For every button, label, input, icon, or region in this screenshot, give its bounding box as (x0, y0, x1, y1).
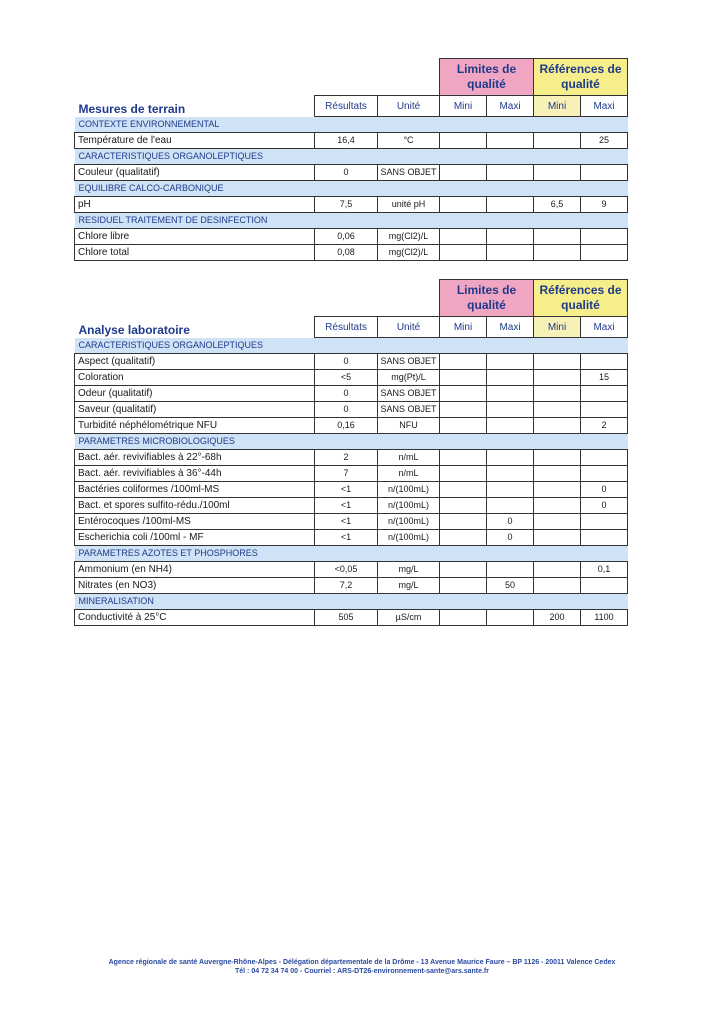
result-value: 0 (315, 386, 378, 402)
limit-max-header: Maxi (487, 96, 534, 117)
limit-max-value (487, 498, 534, 514)
table-row (75, 133, 628, 149)
limits-of-quality-header: Limites de qualité (440, 59, 534, 96)
reference-max-value (581, 165, 628, 181)
result-value: 0 (315, 354, 378, 370)
reference-min-value (534, 482, 581, 498)
limit-max-value (487, 370, 534, 386)
parameter-label: Bactéries coliformes /100ml-MS (75, 482, 315, 498)
unit-value: n/(100mL) (378, 530, 440, 546)
reference-min-value (534, 514, 581, 530)
parameter-label: Couleur (qualitatif) (75, 165, 315, 181)
reference-max-value: 9 (581, 197, 628, 213)
result-value: <1 (315, 514, 378, 530)
parameter-label: Chlore libre (75, 229, 315, 245)
limit-min-value (440, 466, 487, 482)
header-spacer (378, 280, 440, 317)
parameter-label: Odeur (qualitatif) (75, 386, 315, 402)
parameter-label: Température de l'eau (75, 133, 315, 149)
reference-min-value (534, 165, 581, 181)
table-row (75, 370, 628, 386)
limit-max-value: 0 (487, 530, 534, 546)
table-row (75, 498, 628, 514)
parameter-label: Escherichia coli /100ml - MF (75, 530, 315, 546)
reference-min-value (534, 450, 581, 466)
limit-max-value (487, 245, 534, 261)
limit-max-value (487, 354, 534, 370)
table-row (75, 354, 628, 370)
header-spacer (75, 59, 315, 96)
reference-max-value: 1100 (581, 610, 628, 626)
references-of-quality-header: Références de qualité (534, 280, 628, 317)
limit-max-value (487, 386, 534, 402)
category-header: PARAMETRES MICROBIOLOGIQUES (75, 434, 628, 450)
limit-max-value (487, 197, 534, 213)
header-spacer (315, 280, 378, 317)
reference-max-value (581, 578, 628, 594)
limits-of-quality-header: Limites de qualité (440, 280, 534, 317)
footer-line-2: Tél : 04 72 34 74 00 - Courriel : ARS-DT26-environnement-sante@ars.sante.fr (235, 968, 489, 975)
parameter-label: Nitrates (en NO3) (75, 578, 315, 594)
reference-min-value (534, 418, 581, 434)
unit-value: µS/cm (378, 610, 440, 626)
limit-min-value (440, 402, 487, 418)
category-header: EQUILIBRE CALCO-CARBONIQUE (75, 181, 628, 197)
limit-min-value (440, 165, 487, 181)
unit-value: mg(Cl2)/L (378, 229, 440, 245)
reference-min-value (534, 354, 581, 370)
limit-min-value (440, 229, 487, 245)
unit-value: SANS OBJET (378, 402, 440, 418)
table-row (75, 466, 628, 482)
unit-value: SANS OBJET (378, 165, 440, 181)
category-header: MINERALISATION (75, 594, 628, 610)
result-value: 0,08 (315, 245, 378, 261)
footer-line-1: Agence régionale de santé Auvergne-Rhône-Alpes - Délégation départementale de la Drôme - 13 Avenue Maurice Faure – BP 1126 - 20011 Valence Cedex (108, 959, 616, 966)
parameter-label: Ammonium (en NH4) (75, 562, 315, 578)
unit-value: unité pH (378, 197, 440, 213)
table-row (75, 386, 628, 402)
reference-max-value: 0 (581, 498, 628, 514)
unit-header: Unité (378, 317, 440, 338)
limit-min-value (440, 610, 487, 626)
limit-min-value (440, 370, 487, 386)
unit-header: Unité (378, 96, 440, 117)
limit-max-value (487, 450, 534, 466)
result-value: 0,06 (315, 229, 378, 245)
reference-max-value (581, 450, 628, 466)
reference-max-value: 0,1 (581, 562, 628, 578)
limit-max-value (487, 418, 534, 434)
unit-value: SANS OBJET (378, 354, 440, 370)
field-measures-table (74, 58, 628, 261)
reference-min-value (534, 402, 581, 418)
limit-max-value (487, 402, 534, 418)
limit-min-value (440, 482, 487, 498)
limit-max-header: Maxi (487, 317, 534, 338)
category-header: CARACTERISTIQUES ORGANOLEPTIQUES (75, 149, 628, 165)
section-title: Analyse laboratoire (78, 322, 190, 337)
unit-value: mg/L (378, 578, 440, 594)
table-row (75, 530, 628, 546)
reference-max-value (581, 229, 628, 245)
reference-min-value (534, 466, 581, 482)
limit-min-value (440, 354, 487, 370)
unit-value: °C (378, 133, 440, 149)
reference-max-value (581, 354, 628, 370)
unit-value: n/(100mL) (378, 498, 440, 514)
parameter-label: Bact. aér. revivifiables à 36°-44h (75, 466, 315, 482)
header-spacer (378, 59, 440, 96)
section-title: Mesures de terrain (78, 101, 186, 116)
limit-max-value (487, 165, 534, 181)
parameter-label: Conductivité à 25°C (75, 610, 315, 626)
limit-max-value (487, 229, 534, 245)
result-value: 505 (315, 610, 378, 626)
parameter-label: Chlore total (75, 245, 315, 261)
limit-min-value (440, 498, 487, 514)
table-row (75, 229, 628, 245)
reference-max-value (581, 530, 628, 546)
limit-min-value (440, 530, 487, 546)
reference-min-value (534, 530, 581, 546)
reference-min-value (534, 133, 581, 149)
result-value: <0,05 (315, 562, 378, 578)
parameter-label: Entérocoques /100ml-MS (75, 514, 315, 530)
table-row (75, 245, 628, 261)
unit-value: n/(100mL) (378, 514, 440, 530)
unit-value: n/mL (378, 450, 440, 466)
unit-value: n/(100mL) (378, 482, 440, 498)
unit-value: NFU (378, 418, 440, 434)
result-value: 7 (315, 466, 378, 482)
parameter-label: Coloration (75, 370, 315, 386)
limit-max-value (487, 466, 534, 482)
limit-min-value (440, 450, 487, 466)
reference-max-value: 2 (581, 418, 628, 434)
reference-min-value (534, 386, 581, 402)
limit-min-value (440, 578, 487, 594)
limit-min-header: Mini (440, 317, 487, 338)
unit-value: n/mL (378, 466, 440, 482)
limit-max-value (487, 133, 534, 149)
page-footer (0, 958, 724, 976)
parameter-label: Bact. aér. revivifiables à 22°-68h (75, 450, 315, 466)
category-header: PARAMETRES AZOTES ET PHOSPHORES (75, 546, 628, 562)
reference-max-value: 0 (581, 482, 628, 498)
unit-value: mg/L (378, 562, 440, 578)
parameter-label: Bact. et spores sulfito-rédu./100ml (75, 498, 315, 514)
unit-value: mg(Pt)/L (378, 370, 440, 386)
result-value: 0,16 (315, 418, 378, 434)
limit-min-value (440, 514, 487, 530)
table-row (75, 562, 628, 578)
reference-min-value: 200 (534, 610, 581, 626)
parameter-label: Turbidité néphélométrique NFU (75, 418, 315, 434)
parameter-label: Aspect (qualitatif) (75, 354, 315, 370)
result-value: 7,5 (315, 197, 378, 213)
table-row (75, 165, 628, 181)
reference-min-header: Mini (534, 317, 581, 338)
reference-min-value (534, 498, 581, 514)
result-value: 0 (315, 165, 378, 181)
limit-max-value (487, 482, 534, 498)
reference-min-value (534, 229, 581, 245)
reference-min-value (534, 370, 581, 386)
reference-min-header: Mini (534, 96, 581, 117)
reference-max-value (581, 245, 628, 261)
category-header: CONTEXTE ENVIRONNEMENTAL (75, 117, 628, 133)
limit-max-value (487, 562, 534, 578)
unit-value: SANS OBJET (378, 386, 440, 402)
table-row (75, 450, 628, 466)
reference-min-value (534, 578, 581, 594)
reference-max-value (581, 402, 628, 418)
result-value: 7,2 (315, 578, 378, 594)
limit-min-value (440, 418, 487, 434)
reference-max-value (581, 466, 628, 482)
table-row (75, 610, 628, 626)
results-header: Résultats (315, 317, 378, 338)
result-value: <1 (315, 482, 378, 498)
table-row (75, 197, 628, 213)
reference-min-value (534, 562, 581, 578)
limit-max-value (487, 610, 534, 626)
reference-max-value (581, 386, 628, 402)
references-of-quality-header: Références de qualité (534, 59, 628, 96)
limit-min-value (440, 245, 487, 261)
parameter-label: pH (75, 197, 315, 213)
limit-min-value (440, 562, 487, 578)
reference-max-value: 15 (581, 370, 628, 386)
reference-min-value (534, 245, 581, 261)
reference-min-value: 6,5 (534, 197, 581, 213)
table-row (75, 514, 628, 530)
table-row (75, 402, 628, 418)
result-value: <5 (315, 370, 378, 386)
lab-analysis-table (74, 279, 628, 626)
result-value: 2 (315, 450, 378, 466)
results-header: Résultats (315, 96, 378, 117)
table-row (75, 482, 628, 498)
category-header: CARACTERISTIQUES ORGANOLEPTIQUES (75, 338, 628, 354)
reference-max-value: 25 (581, 133, 628, 149)
reference-max-header: Maxi (581, 96, 628, 117)
unit-value: mg(Cl2)/L (378, 245, 440, 261)
result-value: <1 (315, 498, 378, 514)
header-spacer (315, 59, 378, 96)
category-header: RESIDUEL TRAITEMENT DE DESINFECTION (75, 213, 628, 229)
result-value: 16,4 (315, 133, 378, 149)
parameter-label: Saveur (qualitatif) (75, 402, 315, 418)
table-row (75, 418, 628, 434)
limit-min-value (440, 133, 487, 149)
reference-max-header: Maxi (581, 317, 628, 338)
limit-min-header: Mini (440, 96, 487, 117)
header-spacer (75, 280, 315, 317)
limit-max-value: 0 (487, 514, 534, 530)
limit-max-value: 50 (487, 578, 534, 594)
table-row (75, 578, 628, 594)
limit-min-value (440, 197, 487, 213)
result-value: <1 (315, 530, 378, 546)
reference-max-value (581, 514, 628, 530)
result-value: 0 (315, 402, 378, 418)
limit-min-value (440, 386, 487, 402)
